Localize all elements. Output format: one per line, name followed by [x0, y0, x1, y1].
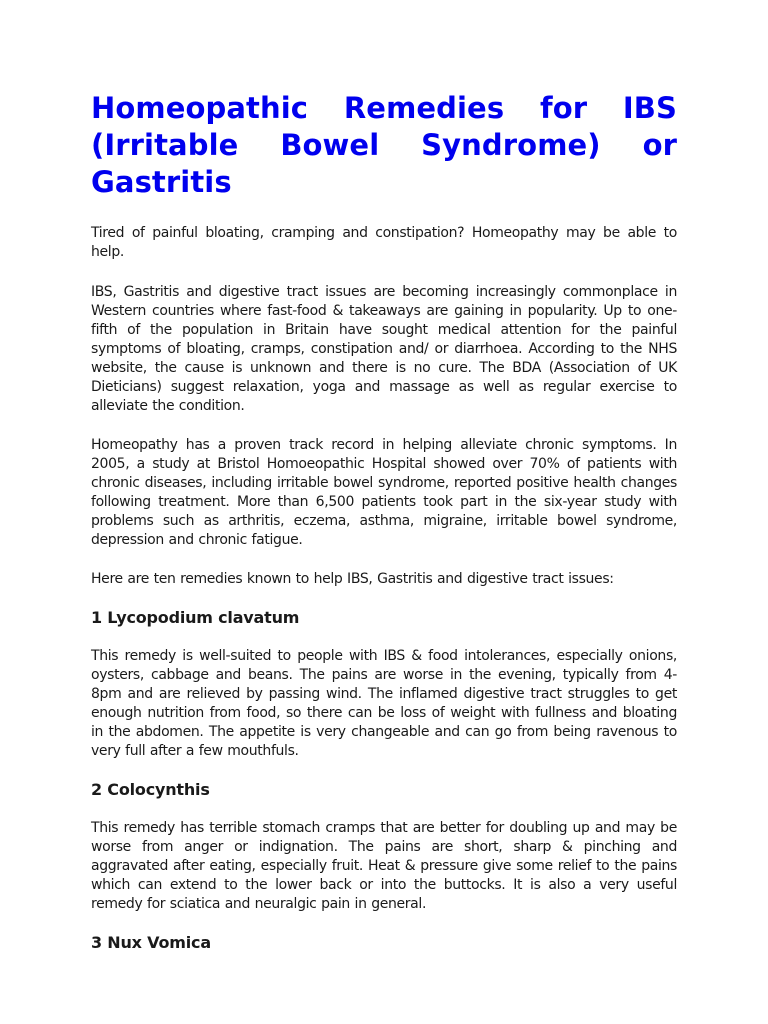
homeopathy-evidence-paragraph: Homeopathy has a proven track record in helping alleviate chronic symptoms. In 2005, a study at Bristol Homoeopathic Hospital showed over 70% of patients with chronic diseases, including irritable bowel syndrome, reported positive health changes following treatment. More than 6,500 patients took part in the six-year study with problems such as arthritis, eczema, asthma, migraine, irritable bowel syndrome, depression and chronic fatigue.: [91, 437, 677, 548]
ibs-overview-paragraph: IBS, Gastritis and digestive tract issues are becoming increasingly commonplace in Western countries where fast-food & takeaways are gaining in popularity. Up to one-fifth of the population in Britain have sought medical attention for the painful symptoms of bloating, cramps, constipation and/ or diarrhoea. According to the NHS website, the cause is unknown and there is no cure. The BDA (Association of UK Dieticians) suggest relaxation, yoga and massage as well as regular exercise to alleviate the condition.: [91, 284, 677, 414]
remedy-text-colocynthis: This remedy has terrible stomach cramps that are better for doubling up and may be worse from anger or indignation. The pains are short, sharp & pinching and aggravated after eating, especially fruit. Heat & pressure give some relief to the pains which can extend to the lower back or into the buttocks. It is also a very useful remedy for sciatica and neuralgic pain in general.: [91, 820, 677, 912]
remedy-heading-colocynthis: 2 Colocynthis: [91, 780, 210, 799]
remedy-heading-nux-vomica: 3 Nux Vomica: [91, 933, 211, 952]
intro-paragraph: Tired of painful bloating, cramping and constipation? Homeopathy may be able to help.: [91, 225, 677, 260]
remedy-text-lycopodium: This remedy is well-suited to people with IBS & food intolerances, especially onions, oysters, cabbage and beans. The pains are worse in the evening, typically from 4- 8pm and are relieved by passing wind. The inflamed digestive tract struggles to get enough nutrition from food, so there can be loss of weight with fullness and bloating in the abdomen. The appetite is very changeable and can go from being ravenous to very full after a few mouthfuls.: [91, 648, 677, 759]
remedies-intro-paragraph: Here are ten remedies known to help IBS, Gastritis and digestive tract issues:: [91, 571, 614, 587]
document-page: [91, 90, 677, 953]
remedy-heading-lycopodium: 1 Lycopodium clavatum: [91, 608, 300, 627]
page-title: Homeopathic Remedies for IBS (Irritable Bowel Syndrome) or Gastritis: [91, 91, 677, 199]
